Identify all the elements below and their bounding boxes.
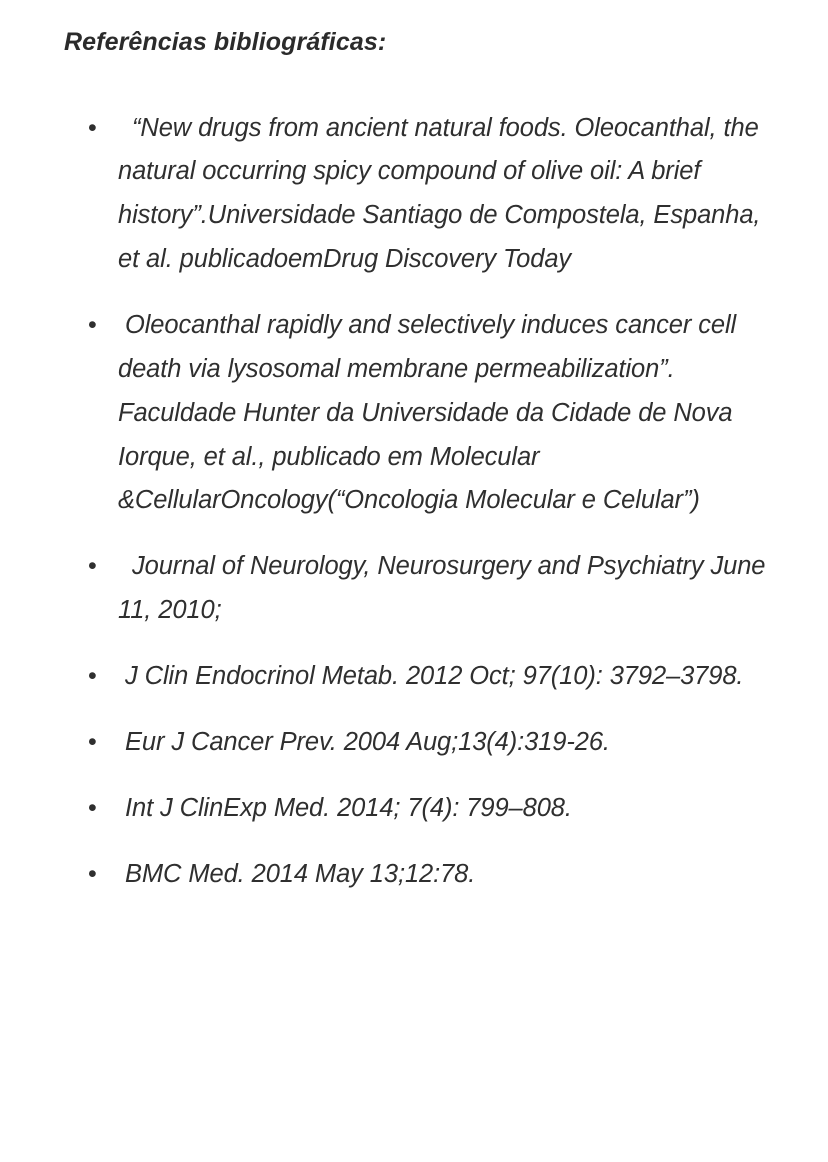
bullet-icon: • [88, 793, 97, 822]
list-item [60, 655, 768, 699]
bullet-icon: • [88, 727, 97, 756]
reference-text: Int J ClinExp Med. 2014; 7(4): 799–808. [118, 793, 572, 822]
list-item [60, 787, 768, 831]
reference-text: J Clin Endocrinol Metab. 2012 Oct; 97(10): 3792–3798. [118, 661, 744, 690]
references-list [60, 107, 773, 897]
reference-text: Journal of Neurology, Neurosurgery and Psychiatry June 11, 2010; [118, 552, 773, 625]
reference-text: “New drugs from ancient natural foods. Oleocanthal, the natural occurring spicy compound of olive oil: A brief history”.Universidade Santiago de Compostela, Espanha, et al. publicadoemDrug Discovery Today [118, 113, 768, 274]
reference-text: Oleocanthal rapidly and selectively induces cancer cell death via lysosomal membrane permeabilization”. Faculdade Hunter da Universidade da Cidade de Nova Iorque, et al., publicado em Molecular &CellularOncology(“Oncologia Molecular e Celular”) [118, 310, 744, 515]
bullet-icon: • [88, 661, 97, 690]
page-title: Referências bibliográficas: [64, 28, 387, 56]
bullet-icon: • [88, 310, 97, 339]
list-item [60, 304, 768, 523]
list-item [60, 721, 768, 765]
list-item [60, 853, 768, 897]
bullet-icon: • [88, 113, 97, 142]
reference-text: Eur J Cancer Prev. 2004 Aug;13(4):319-26. [118, 727, 610, 756]
bullet-icon: • [88, 859, 97, 888]
reference-text: BMC Med. 2014 May 13;12:78. [118, 859, 476, 888]
list-item [60, 545, 773, 633]
bullet-icon: • [88, 552, 97, 581]
list-item [60, 107, 768, 282]
